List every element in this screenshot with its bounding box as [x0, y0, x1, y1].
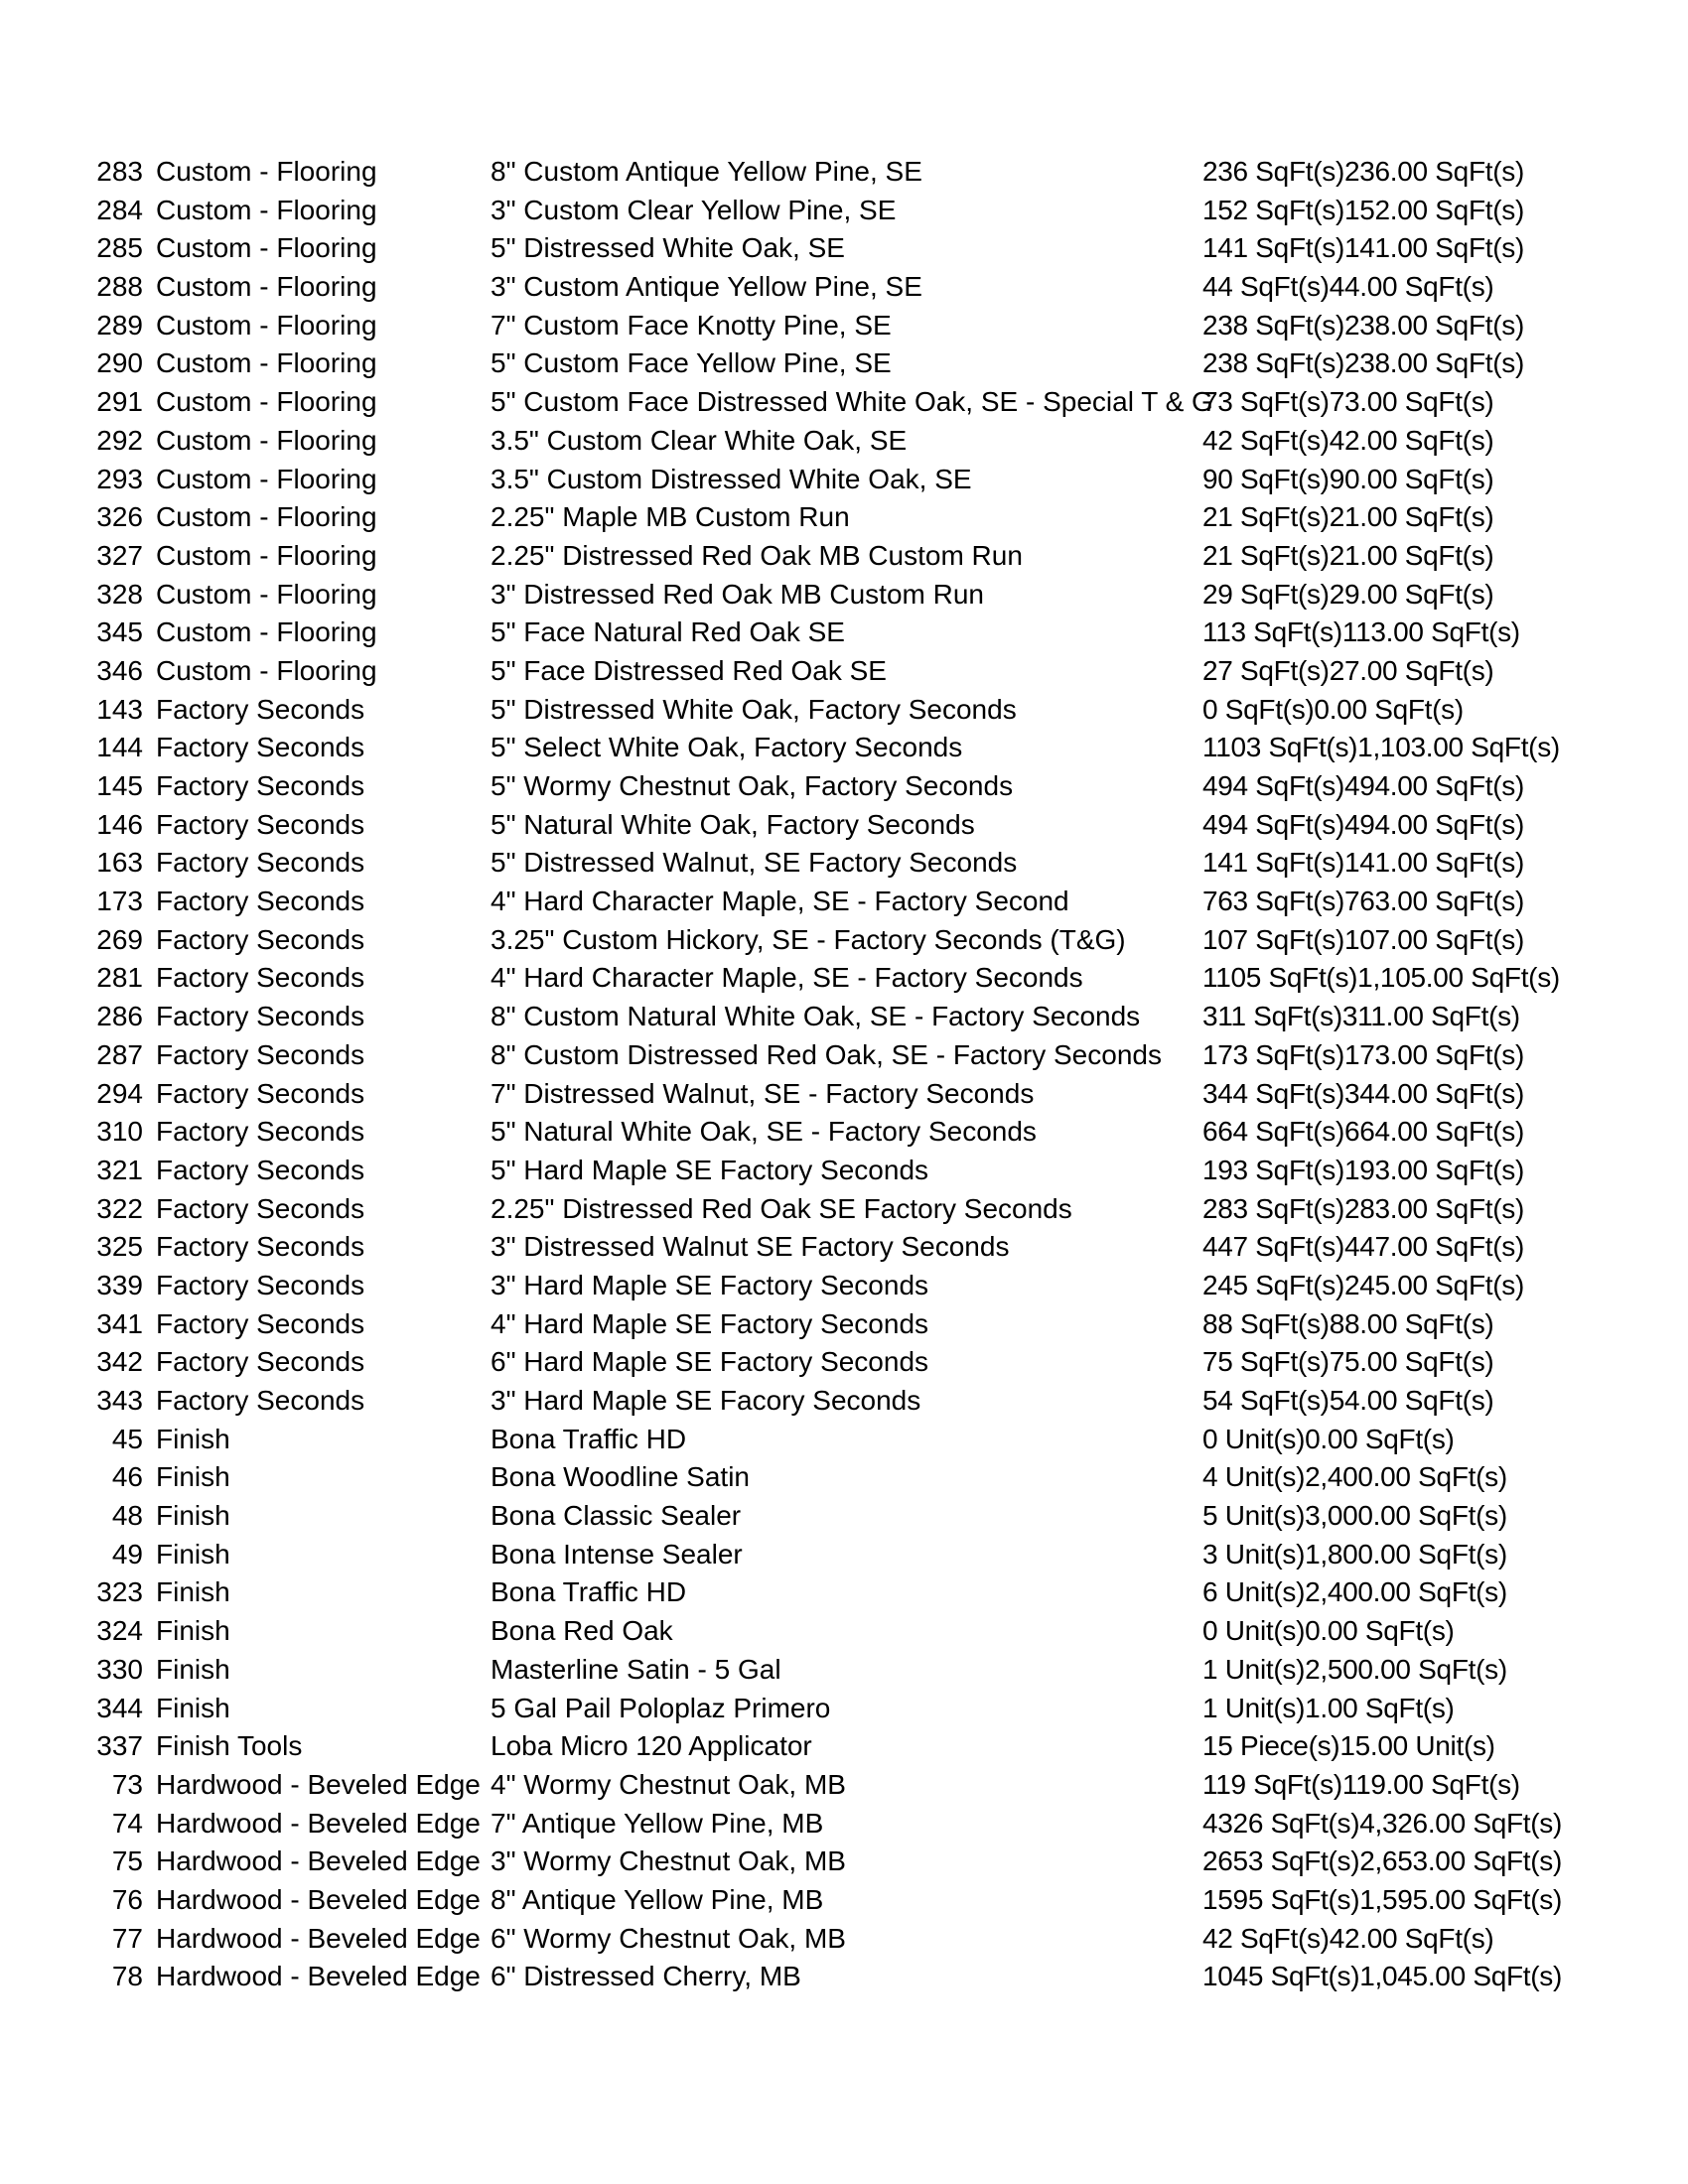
list-item	[0, 1267, 1688, 1305]
item-category: Factory Seconds	[156, 770, 365, 801]
item-category: Factory Seconds	[156, 1346, 365, 1378]
item-number: 163	[96, 847, 143, 879]
item-number: 324	[96, 1615, 143, 1647]
item-quantity: 245 SqFt(s)245.00 SqFt(s)	[1202, 1269, 1524, 1300]
item-quantity: 73 SqFt(s)73.00 SqFt(s)	[1202, 386, 1494, 418]
item-quantity: 90 SqFt(s)90.00 SqFt(s)	[1202, 463, 1494, 494]
item-category: Custom - Flooring	[156, 616, 377, 648]
item-number: 285	[96, 232, 143, 264]
item-category: Finish	[156, 1653, 230, 1685]
list-item	[0, 1727, 1688, 1766]
item-description: 8" Custom Natural White Oak, SE - Factory Seconds	[491, 1001, 1141, 1032]
item-description: 3" Wormy Chestnut Oak, MB	[491, 1845, 846, 1877]
item-category: Hardwood - Beveled Edge	[156, 1845, 481, 1877]
item-number: 290	[96, 347, 143, 379]
item-quantity: 29 SqFt(s)29.00 SqFt(s)	[1202, 578, 1494, 610]
list-item	[0, 576, 1688, 614]
item-number: 346	[96, 654, 143, 686]
list-item	[0, 883, 1688, 921]
item-description: 3" Custom Antique Yellow Pine, SE	[491, 271, 922, 303]
item-category: Factory Seconds	[156, 1116, 365, 1148]
item-description: Bona Woodline Satin	[491, 1461, 750, 1493]
item-quantity: 1595 SqFt(s)1,595.00 SqFt(s)	[1202, 1883, 1562, 1915]
list-item	[0, 1458, 1688, 1497]
item-number: 46	[111, 1461, 143, 1493]
item-quantity: 0 SqFt(s)0.00 SqFt(s)	[1202, 693, 1464, 725]
item-category: Finish	[156, 1576, 230, 1608]
item-category: Custom - Flooring	[156, 501, 377, 533]
item-category: Custom - Flooring	[156, 463, 377, 494]
list-item	[0, 537, 1688, 576]
item-quantity: 0 Unit(s)0.00 SqFt(s)	[1202, 1615, 1455, 1647]
list-item	[0, 844, 1688, 883]
item-quantity: 494 SqFt(s)494.00 SqFt(s)	[1202, 770, 1524, 801]
item-number: 345	[96, 616, 143, 648]
item-number: 173	[96, 886, 143, 917]
item-category: Factory Seconds	[156, 1154, 365, 1185]
item-category: Factory Seconds	[156, 886, 365, 917]
item-category: Factory Seconds	[156, 923, 365, 955]
item-quantity: 21 SqFt(s)21.00 SqFt(s)	[1202, 501, 1494, 533]
item-category: Custom - Flooring	[156, 156, 377, 187]
item-number: 293	[96, 463, 143, 494]
item-description: 3.25" Custom Hickory, SE - Factory Seconds (T&G)	[491, 923, 1126, 955]
item-quantity: 236 SqFt(s)236.00 SqFt(s)	[1202, 156, 1524, 187]
list-item	[0, 344, 1688, 383]
item-quantity: 3 Unit(s)1,800.00 SqFt(s)	[1202, 1538, 1507, 1570]
item-number: 330	[96, 1653, 143, 1685]
inventory-list	[0, 153, 1688, 1996]
item-description: 6" Distressed Cherry, MB	[491, 1961, 801, 1992]
list-item	[0, 1497, 1688, 1536]
item-number: 146	[96, 808, 143, 840]
list-item	[0, 1612, 1688, 1651]
item-description: 8" Custom Distressed Red Oak, SE - Factory Seconds	[491, 1038, 1162, 1070]
item-description: 3.5" Custom Distressed White Oak, SE	[491, 463, 972, 494]
list-item	[0, 192, 1688, 230]
item-quantity: 763 SqFt(s)763.00 SqFt(s)	[1202, 886, 1524, 917]
item-quantity: 283 SqFt(s)283.00 SqFt(s)	[1202, 1192, 1524, 1224]
list-item	[0, 1036, 1688, 1075]
item-quantity: 15 Piece(s)15.00 Unit(s)	[1202, 1730, 1495, 1762]
item-number: 76	[111, 1883, 143, 1915]
item-number: 289	[96, 309, 143, 341]
item-description: 5" Custom Face Distressed White Oak, SE - Special T & G	[491, 386, 1213, 418]
item-description: 4" Hard Character Maple, SE - Factory Seconds	[491, 962, 1083, 994]
item-category: Finish	[156, 1500, 230, 1532]
item-quantity: 88 SqFt(s)88.00 SqFt(s)	[1202, 1307, 1494, 1339]
item-category: Factory Seconds	[156, 1231, 365, 1263]
item-quantity: 54 SqFt(s)54.00 SqFt(s)	[1202, 1385, 1494, 1416]
item-category: Finish Tools	[156, 1730, 303, 1762]
item-category: Custom - Flooring	[156, 539, 377, 571]
item-number: 283	[96, 156, 143, 187]
item-description: 4" Wormy Chestnut Oak, MB	[491, 1768, 846, 1800]
item-category: Factory Seconds	[156, 847, 365, 879]
item-quantity: 238 SqFt(s)238.00 SqFt(s)	[1202, 309, 1524, 341]
item-description: 2.25" Distressed Red Oak SE Factory Seconds	[491, 1192, 1072, 1224]
list-item	[0, 1766, 1688, 1805]
item-quantity: 21 SqFt(s)21.00 SqFt(s)	[1202, 539, 1494, 571]
item-quantity: 141 SqFt(s)141.00 SqFt(s)	[1202, 847, 1524, 879]
item-quantity: 119 SqFt(s)119.00 SqFt(s)	[1202, 1768, 1520, 1800]
item-quantity: 1045 SqFt(s)1,045.00 SqFt(s)	[1202, 1961, 1562, 1992]
item-category: Factory Seconds	[156, 808, 365, 840]
item-quantity: 6 Unit(s)2,400.00 SqFt(s)	[1202, 1576, 1507, 1608]
item-number: 325	[96, 1231, 143, 1263]
item-category: Factory Seconds	[156, 1385, 365, 1416]
item-quantity: 5 Unit(s)3,000.00 SqFt(s)	[1202, 1500, 1507, 1532]
item-number: 144	[96, 732, 143, 763]
item-category: Finish	[156, 1461, 230, 1493]
item-description: 5" Custom Face Yellow Pine, SE	[491, 347, 892, 379]
list-item	[0, 998, 1688, 1036]
list-item	[0, 461, 1688, 499]
list-item	[0, 921, 1688, 960]
item-number: 321	[96, 1154, 143, 1185]
list-item	[0, 422, 1688, 461]
item-quantity: 494 SqFt(s)494.00 SqFt(s)	[1202, 808, 1524, 840]
list-item	[0, 959, 1688, 998]
item-number: 45	[111, 1423, 143, 1454]
item-description: Bona Classic Sealer	[491, 1500, 742, 1532]
item-number: 143	[96, 693, 143, 725]
item-description: 5 Gal Pail Poloplaz Primero	[491, 1692, 831, 1723]
item-description: 2.25" Distressed Red Oak MB Custom Run	[491, 539, 1023, 571]
list-item	[0, 1075, 1688, 1114]
item-category: Hardwood - Beveled Edge	[156, 1922, 481, 1954]
item-number: 75	[111, 1845, 143, 1877]
item-number: 326	[96, 501, 143, 533]
list-item	[0, 1536, 1688, 1574]
item-description: 4" Hard Character Maple, SE - Factory Second	[491, 886, 1069, 917]
item-description: 5" Distressed Walnut, SE Factory Seconds	[491, 847, 1018, 879]
item-quantity: 344 SqFt(s)344.00 SqFt(s)	[1202, 1077, 1524, 1109]
item-description: 5" Hard Maple SE Factory Seconds	[491, 1154, 929, 1185]
item-quantity: 664 SqFt(s)664.00 SqFt(s)	[1202, 1116, 1524, 1148]
item-description: 5" Select White Oak, Factory Seconds	[491, 732, 963, 763]
item-number: 294	[96, 1077, 143, 1109]
item-number: 323	[96, 1576, 143, 1608]
item-description: 3" Hard Maple SE Facory Seconds	[491, 1385, 921, 1416]
list-item	[0, 498, 1688, 537]
item-category: Factory Seconds	[156, 1192, 365, 1224]
item-quantity: 42 SqFt(s)42.00 SqFt(s)	[1202, 424, 1494, 456]
item-category: Finish	[156, 1423, 230, 1454]
item-description: Bona Traffic HD	[491, 1423, 687, 1454]
list-item	[0, 729, 1688, 767]
item-description: 7" Custom Face Knotty Pine, SE	[491, 309, 892, 341]
item-number: 73	[111, 1768, 143, 1800]
item-number: 344	[96, 1692, 143, 1723]
item-quantity: 447 SqFt(s)447.00 SqFt(s)	[1202, 1231, 1524, 1263]
list-item	[0, 1343, 1688, 1382]
item-category: Factory Seconds	[156, 1307, 365, 1339]
item-description: 3" Distressed Walnut SE Factory Seconds	[491, 1231, 1010, 1263]
item-category: Custom - Flooring	[156, 654, 377, 686]
item-category: Finish	[156, 1615, 230, 1647]
list-item	[0, 1881, 1688, 1920]
item-description: 7" Distressed Walnut, SE - Factory Seconds	[491, 1077, 1035, 1109]
item-category: Finish	[156, 1538, 230, 1570]
item-category: Factory Seconds	[156, 732, 365, 763]
item-description: 2.25" Maple MB Custom Run	[491, 501, 850, 533]
item-category: Factory Seconds	[156, 1038, 365, 1070]
item-description: Loba Micro 120 Applicator	[491, 1730, 812, 1762]
list-item	[0, 1421, 1688, 1459]
item-quantity: 141 SqFt(s)141.00 SqFt(s)	[1202, 232, 1524, 264]
list-item	[0, 1190, 1688, 1229]
list-item	[0, 1958, 1688, 1996]
item-number: 49	[111, 1538, 143, 1570]
item-category: Factory Seconds	[156, 693, 365, 725]
item-category: Hardwood - Beveled Edge	[156, 1961, 481, 1992]
item-number: 77	[111, 1922, 143, 1954]
list-item	[0, 1113, 1688, 1152]
item-quantity: 44 SqFt(s)44.00 SqFt(s)	[1202, 271, 1494, 303]
item-number: 288	[96, 271, 143, 303]
list-item	[0, 691, 1688, 730]
list-item	[0, 1228, 1688, 1267]
item-description: Bona Red Oak	[491, 1615, 673, 1647]
item-quantity: 4326 SqFt(s)4,326.00 SqFt(s)	[1202, 1807, 1562, 1839]
item-category: Factory Seconds	[156, 1269, 365, 1300]
item-number: 291	[96, 386, 143, 418]
item-description: 3.5" Custom Clear White Oak, SE	[491, 424, 908, 456]
list-item	[0, 383, 1688, 422]
item-number: 78	[111, 1961, 143, 1992]
item-description: 5" Face Natural Red Oak SE	[491, 616, 845, 648]
item-number: 342	[96, 1346, 143, 1378]
item-category: Finish	[156, 1692, 230, 1723]
item-quantity: 2653 SqFt(s)2,653.00 SqFt(s)	[1202, 1845, 1562, 1877]
list-item	[0, 1152, 1688, 1190]
item-category: Factory Seconds	[156, 1077, 365, 1109]
list-item	[0, 1920, 1688, 1959]
list-item	[0, 229, 1688, 268]
item-category: Factory Seconds	[156, 1001, 365, 1032]
item-description: 8" Custom Antique Yellow Pine, SE	[491, 156, 922, 187]
list-item	[0, 153, 1688, 192]
item-description: 6" Hard Maple SE Factory Seconds	[491, 1346, 929, 1378]
item-category: Custom - Flooring	[156, 578, 377, 610]
item-quantity: 107 SqFt(s)107.00 SqFt(s)	[1202, 923, 1524, 955]
item-number: 292	[96, 424, 143, 456]
item-category: Custom - Flooring	[156, 424, 377, 456]
list-item	[0, 614, 1688, 652]
item-quantity: 152 SqFt(s)152.00 SqFt(s)	[1202, 194, 1524, 225]
item-quantity: 238 SqFt(s)238.00 SqFt(s)	[1202, 347, 1524, 379]
list-item	[0, 652, 1688, 691]
list-item	[0, 307, 1688, 345]
item-number: 281	[96, 962, 143, 994]
item-description: 5" Natural White Oak, SE - Factory Seconds	[491, 1116, 1037, 1148]
item-quantity: 27 SqFt(s)27.00 SqFt(s)	[1202, 654, 1494, 686]
item-quantity: 113 SqFt(s)113.00 SqFt(s)	[1202, 616, 1520, 648]
item-category: Custom - Flooring	[156, 347, 377, 379]
item-description: Bona Traffic HD	[491, 1576, 687, 1608]
item-quantity: 4 Unit(s)2,400.00 SqFt(s)	[1202, 1461, 1507, 1493]
list-item	[0, 767, 1688, 806]
item-description: 5" Natural White Oak, Factory Seconds	[491, 808, 975, 840]
item-category: Hardwood - Beveled Edge	[156, 1768, 481, 1800]
item-category: Custom - Flooring	[156, 232, 377, 264]
item-quantity: 0 Unit(s)0.00 SqFt(s)	[1202, 1423, 1455, 1454]
item-category: Hardwood - Beveled Edge	[156, 1807, 481, 1839]
item-description: 8" Antique Yellow Pine, MB	[491, 1883, 824, 1915]
item-number: 310	[96, 1116, 143, 1148]
item-quantity: 1 Unit(s)2,500.00 SqFt(s)	[1202, 1653, 1507, 1685]
item-description: 5" Face Distressed Red Oak SE	[491, 654, 887, 686]
list-item	[0, 1651, 1688, 1690]
item-number: 145	[96, 770, 143, 801]
item-quantity: 311 SqFt(s)311.00 SqFt(s)	[1202, 1001, 1520, 1032]
list-item	[0, 1843, 1688, 1881]
item-description: 4" Hard Maple SE Factory Seconds	[491, 1307, 929, 1339]
list-item	[0, 268, 1688, 307]
item-number: 327	[96, 539, 143, 571]
item-description: 7" Antique Yellow Pine, MB	[491, 1807, 824, 1839]
item-category: Hardwood - Beveled Edge	[156, 1883, 481, 1915]
item-number: 322	[96, 1192, 143, 1224]
item-number: 328	[96, 578, 143, 610]
item-description: 6" Wormy Chestnut Oak, MB	[491, 1922, 846, 1954]
item-description: 3" Distressed Red Oak MB Custom Run	[491, 578, 984, 610]
item-description: Bona Intense Sealer	[491, 1538, 743, 1570]
item-description: 5" Distressed White Oak, Factory Seconds	[491, 693, 1017, 725]
item-number: 343	[96, 1385, 143, 1416]
item-quantity: 75 SqFt(s)75.00 SqFt(s)	[1202, 1346, 1494, 1378]
item-category: Custom - Flooring	[156, 271, 377, 303]
item-quantity: 42 SqFt(s)42.00 SqFt(s)	[1202, 1922, 1494, 1954]
item-number: 337	[96, 1730, 143, 1762]
item-description: Masterline Satin - 5 Gal	[491, 1653, 781, 1685]
item-quantity: 173 SqFt(s)173.00 SqFt(s)	[1202, 1038, 1524, 1070]
list-item	[0, 1305, 1688, 1344]
item-description: 3" Hard Maple SE Factory Seconds	[491, 1269, 929, 1300]
item-description: 3" Custom Clear Yellow Pine, SE	[491, 194, 897, 225]
item-description: 5" Wormy Chestnut Oak, Factory Seconds	[491, 770, 1014, 801]
item-category: Factory Seconds	[156, 962, 365, 994]
item-number: 269	[96, 923, 143, 955]
item-number: 287	[96, 1038, 143, 1070]
item-quantity: 193 SqFt(s)193.00 SqFt(s)	[1202, 1154, 1524, 1185]
item-quantity: 1 Unit(s)1.00 SqFt(s)	[1202, 1692, 1455, 1723]
list-item	[0, 1573, 1688, 1612]
item-category: Custom - Flooring	[156, 386, 377, 418]
item-description: 5" Distressed White Oak, SE	[491, 232, 845, 264]
list-item	[0, 1690, 1688, 1728]
item-number: 284	[96, 194, 143, 225]
item-quantity: 1103 SqFt(s)1,103.00 SqFt(s)	[1202, 732, 1560, 763]
item-number: 339	[96, 1269, 143, 1300]
list-item	[0, 1805, 1688, 1843]
item-number: 286	[96, 1001, 143, 1032]
item-number: 341	[96, 1307, 143, 1339]
item-category: Custom - Flooring	[156, 309, 377, 341]
list-item	[0, 806, 1688, 845]
item-number: 74	[111, 1807, 143, 1839]
item-number: 48	[111, 1500, 143, 1532]
list-item	[0, 1382, 1688, 1421]
item-category: Custom - Flooring	[156, 194, 377, 225]
item-quantity: 1105 SqFt(s)1,105.00 SqFt(s)	[1202, 962, 1560, 994]
